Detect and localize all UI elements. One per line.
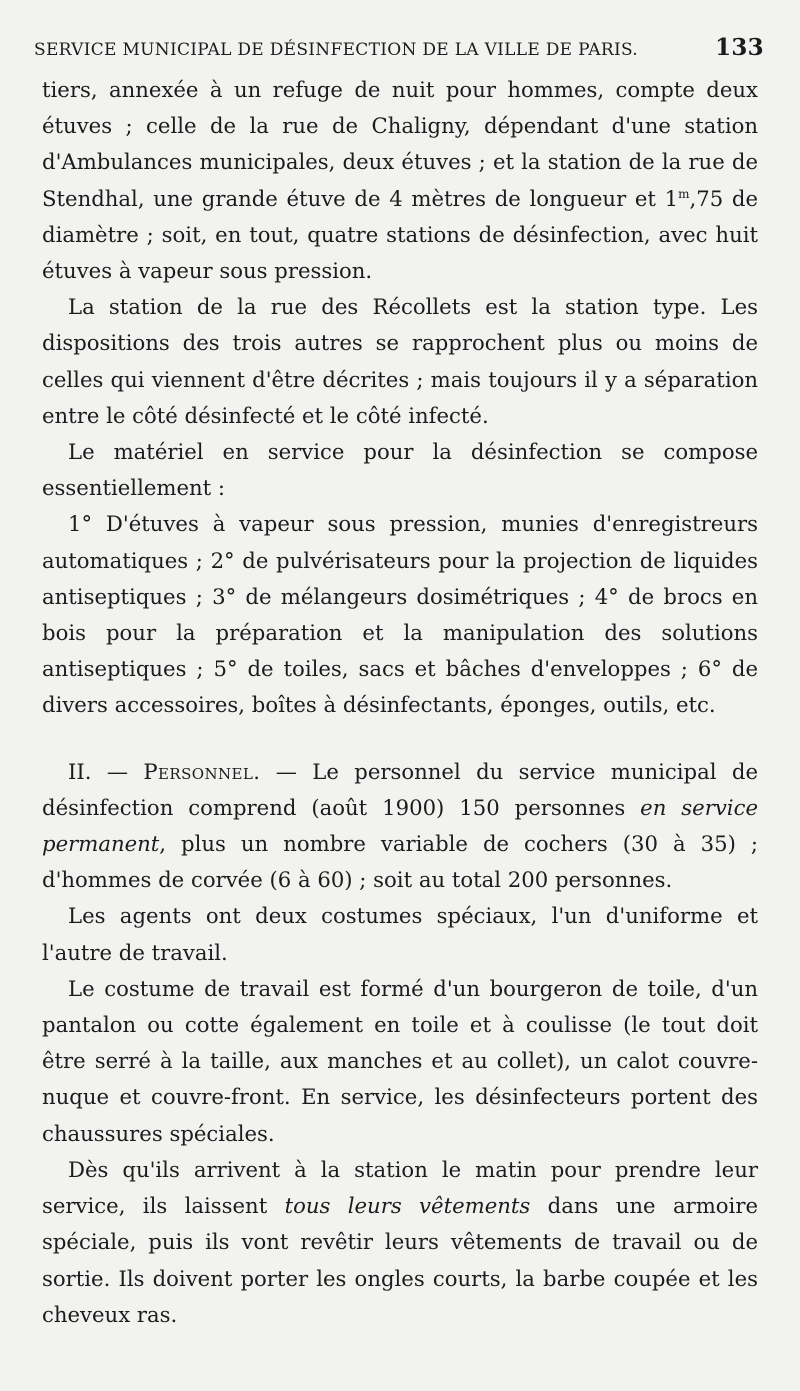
- paragraph-materiel: Le matériel en service pour la désinfection se compose essentiellement :: [42, 439, 758, 501]
- section-number: II. —: [68, 758, 129, 784]
- paragraph-equipment-list: 1° D'étuves à vapeur sous pression, munies d'enregistreurs automatiques ; 2° de pulvérisateurs pour la projection de liquides antiseptiques ; 3° de mélangeurs dosimétriques ; 4° de brocs en bois pour la préparation et la manipulation des solutions antiseptiques ; 5° de toiles, sacs et bâches d'enveloppes ; 6° de divers accessoires, boîtes à désinfectants, éponges, outils, etc.: [42, 511, 758, 718]
- page-header: [34, 28, 764, 68]
- paragraph-continued: tiers, annexée à un refuge de nuit pour hommes, compte deux étuves ; celle de la rue de Chaligny, dépendant d'une station d'Ambulances municipales, deux étuves ; et la station de la rue de Stendhal, une grande étuve de 4 mètres de longueur et 1$^m$,75 de diamètre ; soit, en tout, quatre stations de désinfection, avec huit étuves à vapeur sous pression.: [42, 77, 758, 284]
- section-personnel: II. — Personnel. — Le personnel du service municipal de désinfection comprend (août 1900) 150 personnes en service permanent, plus un nombre variable de cochers (30 à 35) ; d'hommes de corvée (6 à 60) ; soit au total 200 personnes.: [42, 758, 758, 893]
- paragraph-arrival: Dès qu'ils arrivent à la station le matin pour prendre leur service, ils laissent tous leurs vêtements dans une armoire spéciale, puis ils vont revêtir leurs vêtements de travail ou de sortie. Ils doivent porter les ongles courts, la barbe coupée et les cheveux ras.: [42, 1156, 758, 1327]
- paragraph-work-costume: Le costume de travail est formé d'un bourgeron de toile, d'un pantalon ou cotte également en toile et à coulisse (le tout doit être serré à la taille, aux manches et au collet), un calot couvre-nuque et couvre-front. En service, les désinfecteurs portent des chaussures spéciales.: [42, 975, 758, 1146]
- paragraph-costumes: Les agents ont deux costumes spéciaux, l'un d'uniforme et l'autre de travail.: [42, 903, 758, 965]
- section-title: Personnel.: [143, 758, 261, 784]
- paragraph-station-type: La station de la rue des Récollets est la station type. Les dispositions des trois autres se rapprochent plus ou moins de celles qui viennent d'être décrites ; mais toujours il y a séparation entre le côté désinfecté et le côté infecté.: [42, 294, 758, 428]
- page-body: [42, 72, 758, 1333]
- running-title: SERVICE MUNICIPAL DE DÉSINFECTION DE LA VILLE DE PARIS.: [34, 40, 639, 60]
- page-number: 133: [715, 34, 764, 61]
